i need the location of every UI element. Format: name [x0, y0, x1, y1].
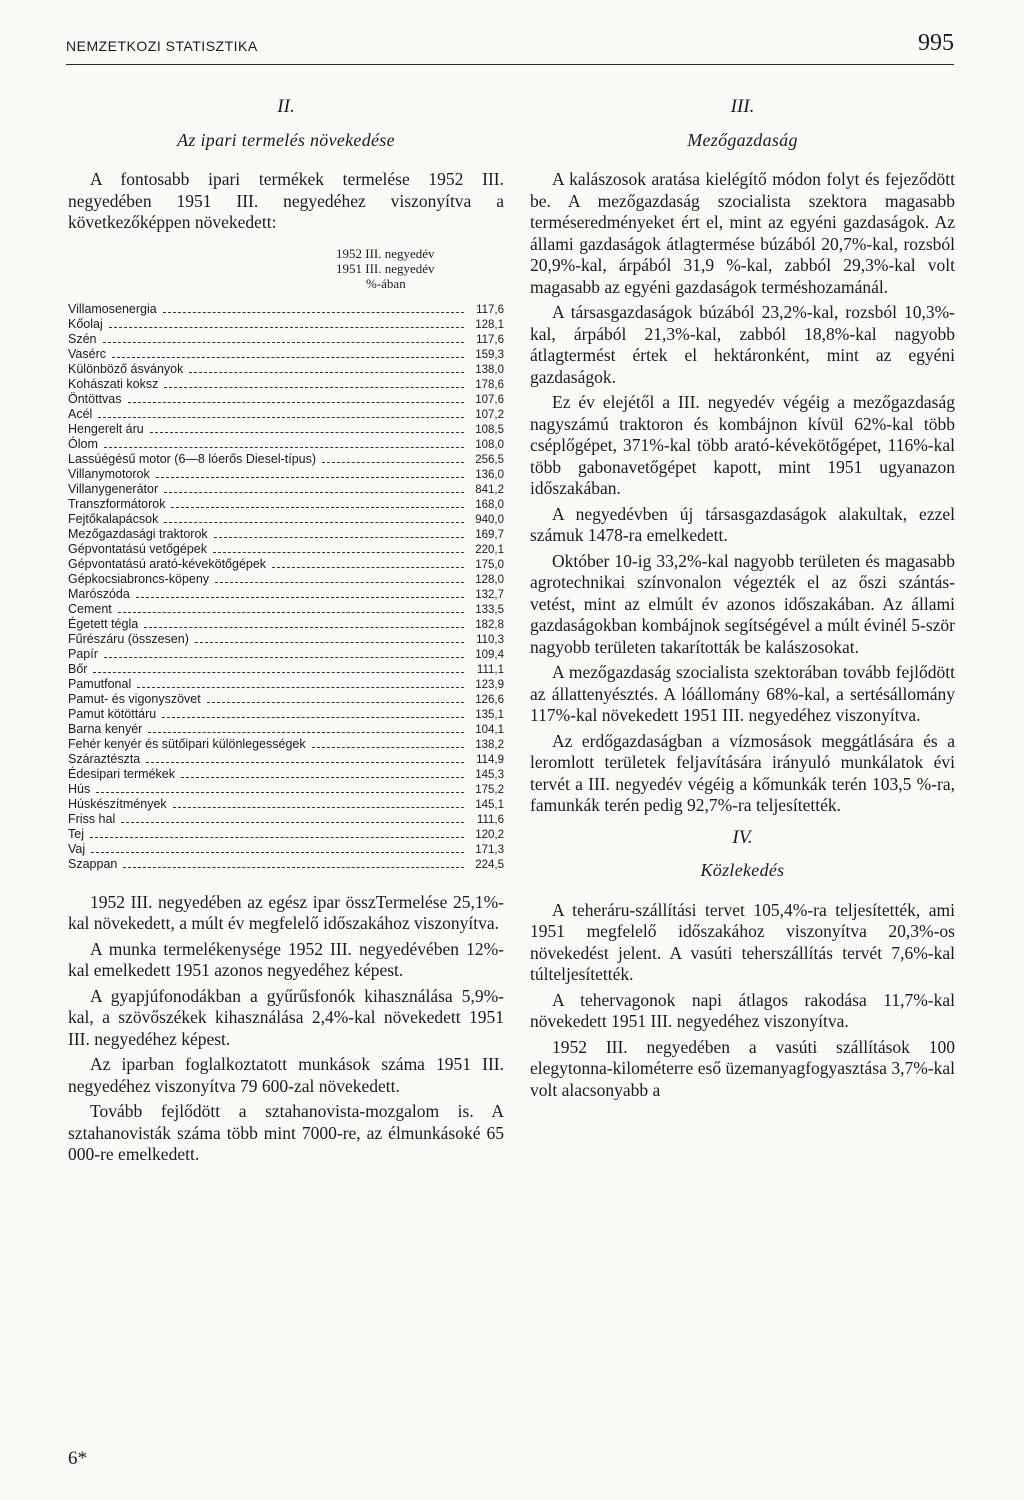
leader-dashes — [150, 432, 464, 433]
table-row — [68, 842, 504, 857]
percentage-value: 111,1 — [476, 663, 504, 676]
table-header-line: %-ában — [366, 275, 406, 291]
paragraph: A társasgazdaságok búzából 23,2%-kal, rozsból 10,3%-kal, árpából 21,3%-kal, zabból 18,8%-kal nagyobb átlagtermést értek el hektáronként, mint az egyéni gazdaságok. — [530, 302, 955, 387]
table-row — [68, 707, 504, 722]
paragraph: A gyapjúfonodákban a gyűrűsfonók kihasználása 5,9%-kal, a szövőszékek kihasználása 2,4%-kal növekedett 1951 III. negyedéhez képest. — [68, 985, 504, 1049]
paragraph: A tehervagonok napi átlagos rakodása 11,7%-kal növekedett 1951 III. negyedéhez viszonyítva. — [530, 989, 955, 1031]
table-row — [68, 347, 504, 362]
product-label: Égetett tégla — [68, 616, 139, 631]
leader-dashes — [91, 852, 464, 853]
percentage-value: 841,2 — [475, 483, 504, 496]
table-row — [68, 557, 504, 572]
percentage-value: 256,5 — [475, 453, 504, 466]
production-table — [68, 302, 504, 872]
table-row — [68, 632, 504, 647]
table-header — [68, 240, 504, 300]
paragraph: Október 10-ig 33,2%-kal nagyobb területen és magasabb agrotechnikai színvonalon végezték el az őszi szántás-vetést, mint az elmúlt év azonos időszakában. Az állami gazdaságokban kombájnok segítségével a múlt évinél 5-ször nagyobb területen takarították be kalászosokat. — [530, 550, 955, 657]
percentage-value: 110,3 — [476, 633, 504, 646]
product-label: Gépvontatású arató-kévekötőgépek — [68, 556, 267, 571]
table-row — [68, 377, 504, 392]
leader-dashes — [148, 732, 464, 733]
table-row — [68, 797, 504, 812]
leader-dashes — [207, 702, 464, 703]
section-number: II. — [277, 96, 295, 117]
leader-dashes — [173, 807, 464, 808]
agriculture-paragraphs — [530, 169, 955, 817]
percentage-value: 168,0 — [475, 498, 504, 511]
table-row — [68, 812, 504, 827]
percentage-value: 175,2 — [475, 783, 504, 796]
product-label: Barna kenyér — [68, 721, 143, 736]
percentage-value: 145,3 — [475, 768, 504, 781]
product-label: Villamosenergia — [68, 301, 157, 316]
percentage-value: 114,9 — [476, 753, 504, 766]
product-label: Acél — [68, 406, 93, 421]
percentage-value: 133,5 — [475, 603, 504, 616]
product-label: Gépkocsiabroncs-köpeny — [68, 571, 210, 586]
percentage-value: 220,1 — [475, 543, 504, 556]
paragraph: A munka termelékenysége 1952 III. negyedévében 12%-kal emelkedett 1951 azonos negyedéhez képest. — [68, 938, 504, 980]
table-row — [68, 662, 504, 677]
table-row — [68, 722, 504, 737]
signature-mark: 6* — [68, 1448, 87, 1469]
table-row — [68, 362, 504, 377]
product-label: Lassúégésű motor (6—8 lóerős Diesel-típus) — [68, 451, 317, 466]
product-label: Fejtőkalapácsok — [68, 511, 159, 526]
table-row — [68, 467, 504, 482]
product-label: Ólom — [68, 436, 98, 451]
leader-dashes — [312, 747, 464, 748]
percentage-value: 128,1 — [475, 318, 504, 331]
leader-dashes — [118, 612, 464, 613]
percentage-value: 104,1 — [475, 723, 504, 736]
leader-dashes — [93, 672, 464, 673]
percentage-value: 117,6 — [476, 333, 504, 346]
leader-dashes — [195, 642, 464, 643]
product-label: Pamut kötöttáru — [68, 706, 157, 721]
paragraph: A mezőgazdaság szocialista szektorában tovább fejlődött az állattenyésztés. A lóállomány 68%-kal, a sertésállomány 117%-kal növekedett 1951 III. negyedéhez viszonyítva. — [530, 662, 955, 725]
leader-dashes — [156, 477, 464, 478]
product-label: Villanymotorok — [68, 466, 150, 481]
leader-dashes — [214, 537, 464, 538]
product-label: Kohászati koksz — [68, 376, 159, 391]
section-number: IV. — [732, 826, 753, 848]
leader-dashes — [121, 822, 464, 823]
table-row — [68, 782, 504, 797]
percentage-value: 107,2 — [475, 408, 504, 421]
product-label: Friss hal — [68, 811, 116, 826]
percentage-value: 178,6 — [475, 378, 504, 391]
product-label: Fűrészáru (összesen) — [68, 631, 189, 646]
leader-dashes — [272, 567, 464, 568]
percentage-value: 136,0 — [475, 468, 504, 481]
product-label: Bőr — [68, 661, 88, 676]
left-column — [68, 96, 504, 1170]
transport-paragraphs — [530, 900, 955, 1102]
left-paragraphs — [68, 892, 504, 1166]
percentage-value: 111,6 — [476, 813, 504, 826]
percentage-value: 175,0 — [475, 558, 504, 571]
leader-dashes — [322, 462, 464, 463]
table-row — [68, 317, 504, 332]
product-label: Mezőgazdasági traktorok — [68, 526, 208, 541]
table-row — [68, 452, 504, 467]
percentage-value: 138,0 — [475, 363, 504, 376]
product-label: Vaj — [68, 841, 86, 856]
product-label: Száraztészta — [68, 751, 141, 766]
leader-dashes — [109, 327, 464, 328]
product-label: Marószóda — [68, 586, 130, 601]
percentage-value: 169,7 — [475, 528, 504, 541]
table-row — [68, 437, 504, 452]
product-label: Gépvontatású vetőgépek — [68, 541, 207, 556]
leader-dashes — [136, 597, 464, 598]
table-row — [68, 482, 504, 497]
leader-dashes — [181, 777, 464, 778]
leader-dashes — [103, 342, 465, 343]
paragraph: Az erdőgazdaságban a vízmosások meggátlására és a leromlott területek feljavítására irányuló munkálatok évi tervét a III. negyedév végéig a kőmunkák terén 103,5 %-ra, famunkák terén pedig 92,7%-ra teljesítették. — [530, 730, 955, 815]
table-row — [68, 497, 504, 512]
leader-dashes — [112, 357, 464, 358]
table-row — [68, 617, 504, 632]
paragraph: A negyedévben új társasgazdaságok alakultak, ezzel számuk 1478-ra emelkedett. — [530, 503, 955, 545]
percentage-value: 117,6 — [476, 303, 504, 316]
leader-dashes — [90, 837, 464, 838]
table-row — [68, 692, 504, 707]
product-label: Húskészítmények — [68, 796, 167, 811]
percentage-value: 108,0 — [475, 438, 504, 451]
leader-dashes — [104, 657, 464, 658]
percentage-value: 120,2 — [475, 828, 504, 841]
table-header-line: 1952 III. negyedév — [336, 245, 435, 261]
table-row — [68, 767, 504, 782]
table-row — [68, 572, 504, 587]
product-label: Papír — [68, 646, 98, 661]
leader-dashes — [162, 717, 464, 718]
paragraph: A kalászosok aratása kielégítő módon folyt és fejeződött be. A mezőgazdaság szocialista szektora magasabb terméseredményeket ért el, mint az egyéni gazdaságok. Az állami gazdaságok átlagtermése búzából 20,7%-kal, rozsból 20,9%-kal, árpából 31,9 %-kal, zabból 29,3%-kal volt magasabb az egyéni gazdaságok terméshozamánál. — [530, 169, 955, 297]
leader-dashes — [163, 312, 464, 313]
product-label: Szappan — [68, 856, 118, 871]
leader-dashes — [146, 762, 464, 763]
percentage-value: 109,4 — [475, 648, 504, 661]
percentage-value: 132,7 — [475, 588, 504, 601]
paragraph: Az iparban foglalkoztatott munkások száma 1951 III. negyedéhez viszonyítva 79 600-zal növekedett. — [68, 1054, 504, 1096]
percentage-value: 123,9 — [475, 678, 504, 691]
product-label: Kőolaj — [68, 316, 103, 331]
percentage-value: 224,5 — [475, 858, 504, 871]
leader-dashes — [128, 402, 465, 403]
leader-dashes — [213, 552, 464, 553]
paragraph: 1952 III. negyedében a vasúti szállítások 100 elegytonna-kilométerre eső üzemanyagfogyasztása 3,7%-kal volt alacsonyabb a — [530, 1036, 955, 1100]
table-row — [68, 827, 504, 842]
section-title: Az ipari termelés növekedése — [177, 129, 395, 150]
leader-dashes — [164, 492, 464, 493]
percentage-value: 138,2 — [475, 738, 504, 751]
section-title: Közlekedés — [700, 860, 785, 880]
product-label: Hús — [68, 781, 91, 796]
table-row — [68, 602, 504, 617]
leader-dashes — [137, 687, 464, 688]
table-row — [68, 542, 504, 557]
percentage-value: 940,0 — [475, 513, 504, 526]
product-label: Hengerelt áru — [68, 421, 144, 436]
table-row — [68, 332, 504, 347]
leader-dashes — [96, 792, 464, 793]
leader-dashes — [98, 417, 464, 418]
page-header — [66, 30, 954, 65]
leader-dashes — [189, 372, 464, 373]
table-header-line: 1951 III. negyedév — [336, 260, 435, 276]
leader-dashes — [123, 867, 464, 868]
table-row — [68, 857, 504, 872]
table-row — [68, 302, 504, 317]
table-row — [68, 392, 504, 407]
product-label: Szén — [68, 331, 97, 346]
table-row — [68, 677, 504, 692]
table-row — [68, 737, 504, 752]
product-label: Tej — [68, 826, 84, 841]
page-number: 995 — [918, 30, 954, 56]
leader-dashes — [164, 522, 464, 523]
product-label: Transzformátorok — [68, 496, 166, 511]
paragraph: 1952 III. negyedében az egész ipar összTermelése 25,1%-kal növekedett, a múlt év megfelelő időszakához viszonyítva. — [68, 891, 504, 933]
table-row — [68, 527, 504, 542]
product-label: Különböző ásványok — [68, 361, 184, 376]
product-label: Cement — [68, 601, 112, 616]
product-label: Villanygenerátor — [68, 481, 159, 496]
leader-dashes — [144, 627, 464, 628]
leader-dashes — [164, 387, 464, 388]
running-title: NEMZETKOZI STATISZTIKA — [66, 38, 258, 54]
table-row — [68, 422, 504, 437]
table-row — [68, 587, 504, 602]
percentage-value: 107,6 — [475, 393, 504, 406]
percentage-value: 126,6 — [475, 693, 504, 706]
percentage-value: 145,1 — [475, 798, 504, 811]
leader-dashes — [215, 582, 464, 583]
percentage-value: 128,0 — [475, 573, 504, 586]
table-row — [68, 407, 504, 422]
percentage-value: 182,8 — [475, 618, 504, 631]
right-column — [530, 96, 955, 1105]
product-label: Pamutfonal — [68, 676, 132, 691]
table-row — [68, 512, 504, 527]
paragraph: Tovább fejlődött a sztahanovista-mozgalom is. A sztahanovisták száma több mint 7000-re, az élmunkásoké 65 000-re emelkedett. — [68, 1101, 504, 1164]
product-label: Fehér kenyér és sütőipari különlegességek — [68, 736, 306, 751]
product-label: Vasérc — [68, 346, 106, 361]
section-title: Mezőgazdaság — [687, 129, 798, 150]
percentage-value: 159,3 — [475, 348, 504, 361]
table-row — [68, 647, 504, 662]
percentage-value: 108,5 — [475, 423, 504, 436]
leader-dashes — [171, 507, 464, 508]
product-label: Öntöttvas — [68, 391, 122, 406]
paragraph: A teheráru-szállítási tervet 105,4%-ra teljesítették, ami 1951 megfelelő időszakához viszonyítva 20,3%-os növekedést jelent. A vasúti teherszállítás tervét 7,6%-kal túlteljesítették. — [530, 899, 955, 984]
intro-paragraph: A fontosabb ipari termékek termelése 1952 III. negyedében 1951 III. negyedéhez viszonyítva a következőképpen növekedett: — [68, 169, 504, 232]
leader-dashes — [104, 447, 464, 448]
paragraph: Ez év elejétől a III. negyedév végéig a mezőgazdaság nagyszámú traktoron és kombájnon kívül 62%-kal több cséplőgépet, 371%-kal több arató-kévekötőgépet, 116%-kal több gabonavetőgépet kapott, mint 1951 ugyanazon időszakában. — [530, 392, 955, 498]
product-label: Édesipari termékek — [68, 766, 175, 781]
percentage-value: 171,3 — [475, 843, 504, 856]
table-row — [68, 752, 504, 767]
percentage-value: 135,1 — [475, 708, 504, 721]
product-label: Pamut- és vigonyszövet — [68, 691, 201, 706]
section-number: III. — [730, 96, 755, 117]
